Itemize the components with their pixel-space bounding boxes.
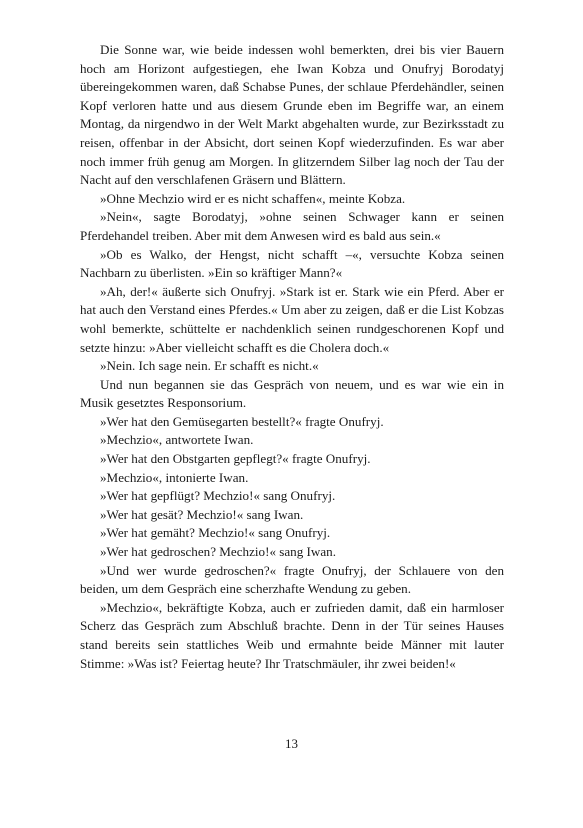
page-body [80,41,504,673]
paragraph: Die Sonne war, wie beide indessen wohl bemerkten, drei bis vier Bauern hoch am Horizont aufgestiegen, ehe Iwan Kobza und Onufryj Borodatyj übereingekommen waren, daß Schabse Punes, der schlaue Pferdehändler, seinen Kopf verloren hatte und aus diesem Grunde eben im Begriffe war, an einem Montag, da nirgendwo in der Welt Markt abgehalten wurde, zur Bezirksstadt zu reisen, offenbar in der Absicht, dort seinen Kopf wiederzufinden. Es war aber noch immer früh genug am Morgen. In glitzerndem Silber lag noch der Tau der Nacht auf den verschlafenen Gräsern und Blättern. [80,42,504,188]
paragraph: »Ob es Walko, der Hengst, nicht schafft –«, versuchte Kobza seinen Nachbarn zu überlisten. »Ein so kräftiger Mann?« [80,246,504,281]
paragraph: »Nein. Ich sage nein. Er schafft es nicht.« [100,358,319,374]
page-number: 13 [285,736,298,751]
paragraph: »Mechzio«, bekräftigte Kobza, auch er zufrieden damit, daß ein harmloser Scherz das Gespräch zum Abschluß brachte. Denn in der Tür seines Hauses stand bereits sein stattliches Weib und ermahnte beide Männer mit lauter Stimme: »Was ist? Feiertag heute? Ihr Tratschmäuler, ihr zwei beiden!« [80,599,504,671]
paragraph: »Mechzio«, intonierte Iwan. [100,469,249,485]
paragraph: »Mechzio«, antwortete Iwan. [100,432,254,448]
paragraph: »Wer hat gemäht? Mechzio!« sang Onufryj. [100,525,331,541]
paragraph: »Und wer wurde gedroschen?« fragte Onufryj, der Schlauere von den beiden, um dem Gespräch eine scherzhafte Wendung zu geben. [80,562,504,597]
paragraph: Und nun begannen sie das Gespräch von neuem, und es war wie ein in Musik gesetztes Responsorium. [80,376,504,411]
paragraph: »Wer hat gepflügt? Mechzio!« sang Onufryj. [100,488,336,504]
paragraph: »Wer hat den Obstgarten gepflegt?« fragte Onufryj. [100,451,371,467]
paragraph: »Wer hat den Gemüsegarten bestellt?« fragte Onufryj. [100,413,384,429]
paragraph: »Wer hat gedroschen? Mechzio!« sang Iwan. [100,544,336,560]
paragraph: »Ah, der!« äußerte sich Onufryj. »Stark ist er. Stark wie ein Pferd. Aber er hat auch den Verstand eines Pferdes.« Um aber zu zeigen, daß er die List Kobzas wohl bemerkte, schüttelte er nachdenklich seinen rundgeschorenen Kopf und setzte hinzu: »Aber vielleicht schafft es die Cholera doch.« [80,283,504,355]
paragraph: »Ohne Mechzio wird er es nicht schaffen«, meinte Kobza. [100,190,406,206]
paragraph: »Wer hat gesät? Mechzio!« sang Iwan. [100,506,304,522]
paragraph: »Nein«, sagte Borodatyj, »ohne seinen Schwager kann er seinen Pferdehandel treiben. Aber mit dem Anwesen wird es bald aus sein.« [80,209,504,243]
